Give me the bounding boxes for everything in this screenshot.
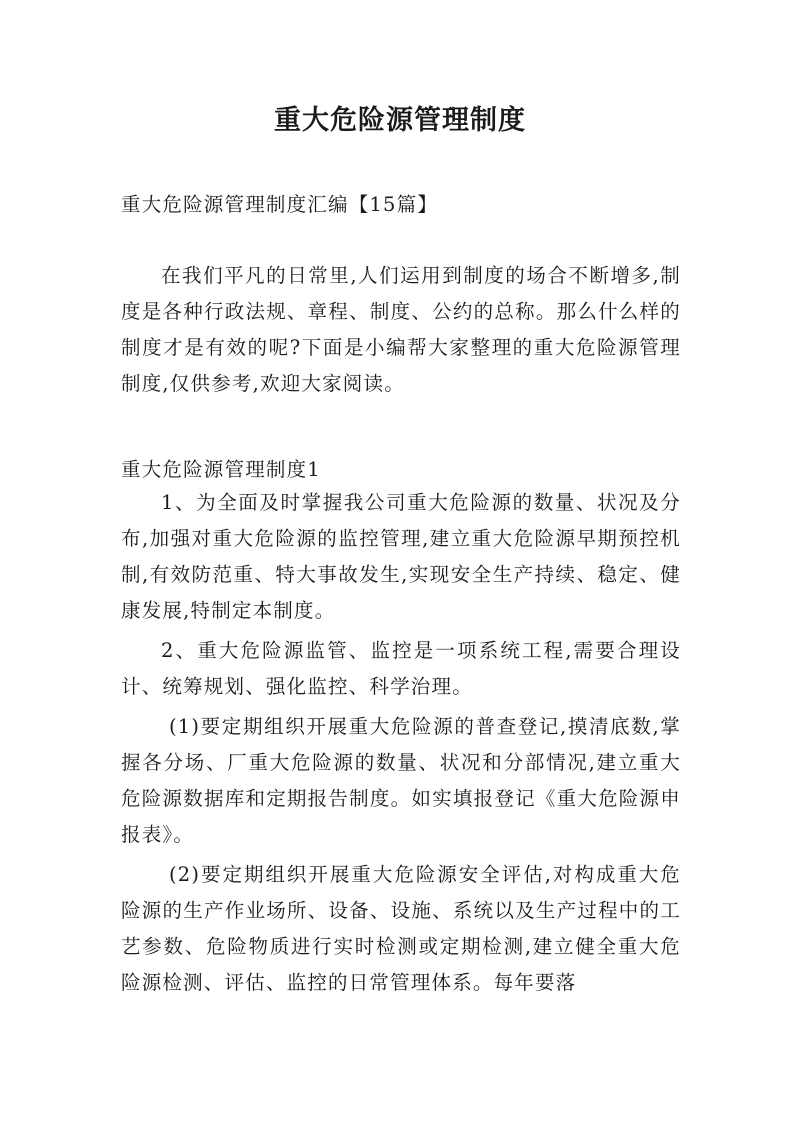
section-heading: 重大危险源管理制度1 [121, 458, 321, 481]
paragraph-1: 1、为全面及时掌握我公司重大危险源的数量、状况及分布,加强对重大危险源的监控管理,建立重大危险源早期预控机制,有效防范重、特大事故发生,实现安全生产持续、稳定、健康发展,特制定本制度。 [121, 491, 681, 622]
section-content [121, 485, 681, 1005]
paragraph-2: 2、重大危险源监管、监控是一项系统工程,需要合理设计、统筹规划、强化监控、科学治理。 [121, 639, 681, 698]
document-subtitle: 重大危险源管理制度汇编【15篇】 [121, 193, 439, 216]
intro-paragraph: 在我们平凡的日常里,人们运用到制度的场合不断增多,制度是各种行政法规、章程、制度、公约的总称。那么什么样的制度才是有效的呢?下面是小编帮大家整理的重大危险源管理制度,仅供参考,欢迎大家阅读。 [121, 264, 681, 395]
document-title: 重大危险源管理制度 [274, 105, 526, 136]
paragraph-3: (1)要定期组织开展重大危险源的普查登记,摸清底数,掌握各分场、厂重大危险源的数量、状况和分部情况,建立重大危险源数据库和定期报告制度。如实填报登记《重大危险源申报表》。 [121, 715, 681, 846]
paragraph-4: (2)要定期组织开展重大危险源安全评估,对构成重大危险源的生产作业场所、设备、设施、系统以及生产过程中的工艺参数、危险物质进行实时检测或定期检测,建立健全重大危险源检测、评估、监控的日常管理体系。每年要落 [121, 863, 681, 994]
